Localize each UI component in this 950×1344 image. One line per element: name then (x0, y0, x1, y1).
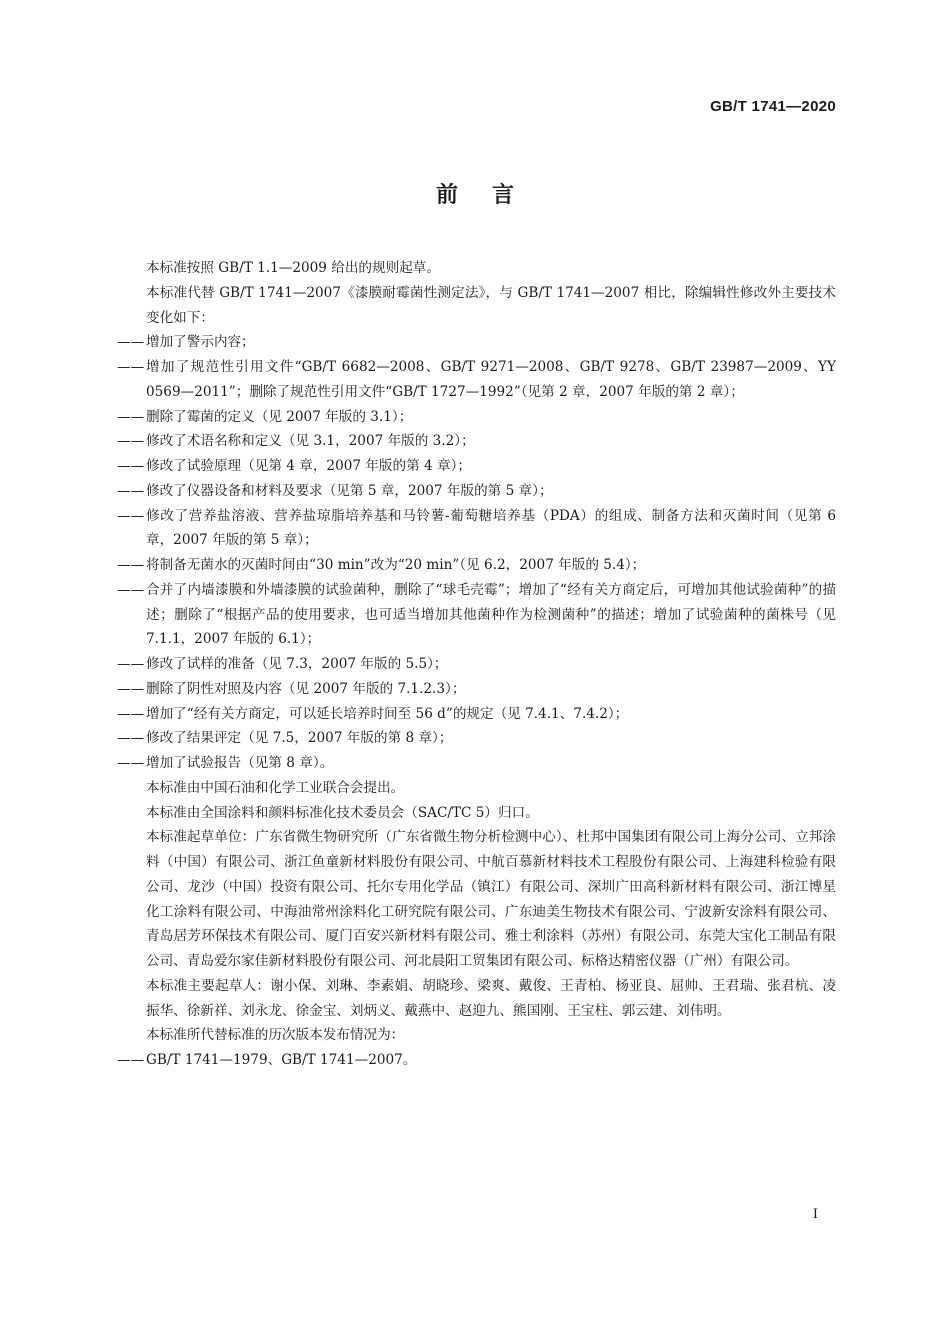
dash-marker: —— (117, 482, 145, 499)
page-number: I (812, 1207, 818, 1222)
drafting-units: 本标准起草单位：广东省微生物研究所（广东省微生物分析检测中心）、杜邦中国集团有限公司上海分公司、立邦涂料（中国）有限公司、浙江鱼童新材料股份有限公司、中航百慕新材料技术工程股份有限公司、上海建科检验有限公司、龙沙（中国）投资有限公司、托尔专用化学品（镇江）有限公司、深圳广田高科新材料有限公司、浙江博星化工涂料有限公司、中海油常州涂料化工研究院有限公司、广东迪美生物技术有限公司、宁波新安涂料有限公司、青岛居芳环保技术有限公司、厦门百安兴新材料有限公司、雅士利涂料（苏州）有限公司、东莞大宝化工制品有限公司、青岛爱尔家佳新材料股份有限公司、河北晨阳工贸集团有限公司、标格达精密仪器（广州）有限公司。 (146, 829, 836, 969)
dash-marker: —— (117, 507, 145, 524)
list-item-text: 增加了试验报告（见第 8 章）。 (146, 755, 334, 771)
list-item (117, 330, 836, 355)
list-item (117, 652, 836, 677)
dash-marker: —— (117, 359, 145, 375)
dash-marker: —— (117, 730, 145, 747)
list-item-text: 将制备无菌水的灭菌时间由“30 min”改为“20 min”（见 6.2，2007 年版的 5.4）； (146, 557, 646, 573)
list-item-text: 增加了警示内容； (146, 334, 255, 351)
list-item (117, 677, 836, 702)
list-item (117, 553, 836, 578)
history-list (117, 1048, 836, 1073)
dash-marker: —— (117, 680, 145, 697)
dash-marker: —— (117, 334, 145, 351)
dash-marker: —— (117, 755, 145, 771)
paragraph: 本标准代替 GB/T 1741—2007《漆膜耐霉菌性测定法》，与 GB/T 1741—2007 相比，除编辑性修改外主要技术变化如下： (146, 284, 836, 326)
drafters: 本标准主要起草人：谢小保、刘琳、李素娟、胡晓珍、梁爽、戴俊、王青柏、杨亚良、屈帅、王君瑞、张君杭、凌振华、徐新祥、刘永龙、徐金宝、刘炳义、戴燕中、赵迎九、熊国刚、王宝柱、郭云建、刘伟明。 (146, 977, 836, 1019)
list-item-text: 修改了结果评定（见 7.5，2007 年版的第 8 章）； (146, 730, 453, 747)
paragraph: 本标准由全国涂料和颜料标准化技术委员会（SAC/TC 5）归口。 (146, 804, 539, 821)
page-title: 前言 (435, 183, 548, 208)
list-item-text: 修改了术语名称和定义（见 3.1，2007 年版的 3.2）； (146, 433, 475, 450)
list-item-text: 修改了试样的准备（见 7.3，2007 年版的 5.5）； (146, 656, 448, 672)
list-item (117, 405, 836, 430)
list-item-text: 修改了试验原理（见第 4 章，2007 年版的第 4 章）； (146, 458, 471, 474)
list-item-text: 增加了“经有关方商定，可以延长培养时间至 56 d”的规定（见 7.4.1、7.4.2）； (146, 705, 629, 722)
list-item-text: 修改了仪器设备和材料及要求（见第 5 章，2007 年版的第 5 章）； (146, 482, 553, 499)
dash-marker: —— (117, 656, 145, 672)
dash-marker: —— (117, 557, 145, 573)
list-item (117, 702, 836, 727)
list-item-text: 合并了内墙漆膜和外墙漆膜的试验菌种，删除了“球毛壳霉”；增加了“经有关方商定后，可增加其他试验菌种”的描述；删除了“根据产品的使用要求，也可适当增加其他菌种作为检测菌种”的描述；增加了试验菌种的菌株号（见 7.1.1，2007 年版的 6.1）； (146, 581, 836, 648)
dash-marker: —— (117, 408, 145, 425)
changes-list (117, 330, 836, 776)
dash-marker: —— (117, 581, 145, 598)
dash-marker: —— (117, 458, 145, 474)
list-item (117, 1048, 836, 1073)
dash-marker: —— (117, 433, 145, 450)
paragraph: 本标准所代替标准的历次版本发布情况为： (146, 1027, 405, 1044)
list-item (117, 429, 836, 454)
document-body (117, 256, 836, 1073)
list-item (117, 751, 836, 776)
list-item-text: 增加了规范性引用文件“GB/T 6682—2008、GB/T 9271—2008、GB/T 9278、GB/T 23987—2009、YY 0569—2011”；删除了规范性引用文件“GB/T 1727—1992”（见第 2 章，2007 年版的第 2 章）； (146, 359, 836, 400)
paragraph: 本标准按照 GB/T 1.1—2009 给出的规则起草。 (146, 260, 440, 276)
list-item-text: 删除了霉菌的定义（见 2007 年版的 3.1）； (146, 408, 413, 425)
list-item-text: GB/T 1741—1979、GB/T 1741—2007。 (146, 1052, 417, 1068)
standard-number: GB/T 1741—2020 (710, 98, 836, 115)
dash-marker: —— (117, 1052, 145, 1068)
list-item (117, 726, 836, 751)
list-item (117, 578, 836, 652)
list-item-text: 修改了营养盐溶液、营养盐琼脂培养基和马铃薯-葡萄糖培养基（PDA）的组成、制备方法和灭菌时间（见第 6 章，2007 年版的第 5 章）； (146, 507, 836, 549)
list-item-text: 删除了阴性对照及内容（见 2007 年版的 7.1.2.3）； (146, 680, 466, 697)
list-item (117, 355, 836, 405)
list-item (117, 454, 836, 479)
dash-marker: —— (117, 705, 145, 722)
list-item (117, 504, 836, 554)
paragraph: 本标准由中国石油和化学工业联合会提出。 (146, 779, 405, 796)
list-item (117, 479, 836, 504)
